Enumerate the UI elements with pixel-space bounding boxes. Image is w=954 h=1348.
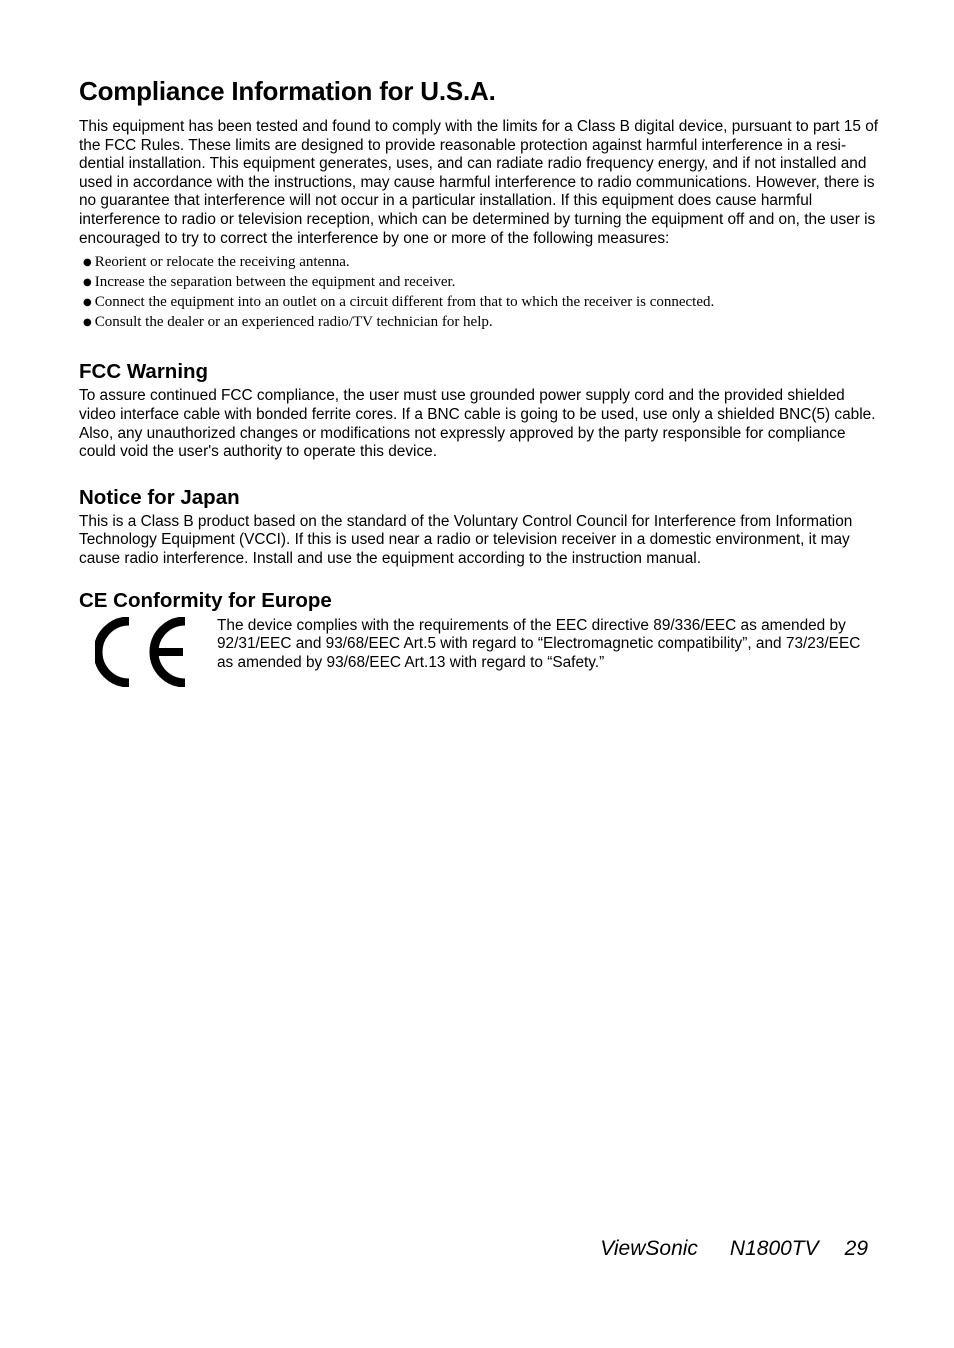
bullet-icon: ● xyxy=(83,257,92,269)
japan-notice-title: Notice for Japan xyxy=(79,485,240,509)
list-item: ● Increase the separation between the equipment and receiver. xyxy=(83,273,456,290)
usa-compliance-body: This equipment has been tested and found to comply with the limits for a Class B digital device, pursuant to part 15 of the FCC Rules. These limits are designed to provide reasonable protection against harmful interference in a resi-dential installation. This equipment generates, uses, and can radiate radio frequency energy, and if not installed and used in accordance with the instructions, may cause harmful interference to radio communications. However, there is no guarantee that interference will not occur in a particular installation. If this equipment does cause harmful interference to radio or television reception, which can be determined by turning the equipment off and on, the user is encouraged to try to correct the interference by one or more of the following measures: xyxy=(79,118,879,247)
footer-brand: ViewSonic xyxy=(600,1237,698,1260)
footer-page-number: 29 xyxy=(844,1237,868,1260)
document-page xyxy=(79,74,879,692)
fcc-warning-title: FCC Warning xyxy=(79,360,209,384)
ce-conformity-title: CE Conformity for Europe xyxy=(79,588,332,612)
page-footer xyxy=(600,1237,868,1261)
ce-conformity-row xyxy=(79,617,879,692)
footer-model: N1800TV xyxy=(729,1237,819,1260)
bullet-icon: ● xyxy=(83,276,92,288)
ce-conformity-body: The device complies with the requirements of the EEC directive 89/336/EEC as amended by 92/31/EEC and 93/68/EEC Art.5 with regard to “Electromagnetic compatibility”, and 73/23/EEC as amended by 93/68/EEC Art.13 with regard to “Safety.” xyxy=(217,616,861,671)
japan-notice-body: This is a Class B product based on the standard of the Voluntary Control Council for Interference from Information Technology Equipment (VCCI). If this is used near a radio or television receiver in a domestic environment, it may cause radio interference. Install and use the equipment according to the instruction manual. xyxy=(79,512,853,567)
japan-notice-section xyxy=(79,485,879,569)
fcc-warning-section xyxy=(79,359,879,461)
list-item: ● Consult the dealer or an experienced radio/TV technician for help. xyxy=(83,313,493,330)
usa-compliance-title: Compliance Information for U.S.A. xyxy=(79,76,496,106)
ce-mark-icon xyxy=(79,617,217,692)
interference-measures-list xyxy=(79,253,879,332)
ce-conformity-section xyxy=(79,588,879,692)
bullet-icon: ● xyxy=(83,316,92,328)
list-item: ● Connect the equipment into an outlet on a circuit different from that to which the receiver is connected. xyxy=(83,293,715,310)
bullet-icon: ● xyxy=(83,296,92,308)
list-item: ● Reorient or relocate the receiving antenna. xyxy=(83,254,350,271)
fcc-warning-body: To assure continued FCC compliance, the user must use grounded power supply cord and the provided shielded video interface cable with bonded ferrite cores. If a BNC cable is going to be used, use only a shielded BNC(5) cable. Also, any unauthorized changes or modifications not expressly approved by the party responsible for compliance could void the user's authority to operate this device. xyxy=(79,387,876,461)
